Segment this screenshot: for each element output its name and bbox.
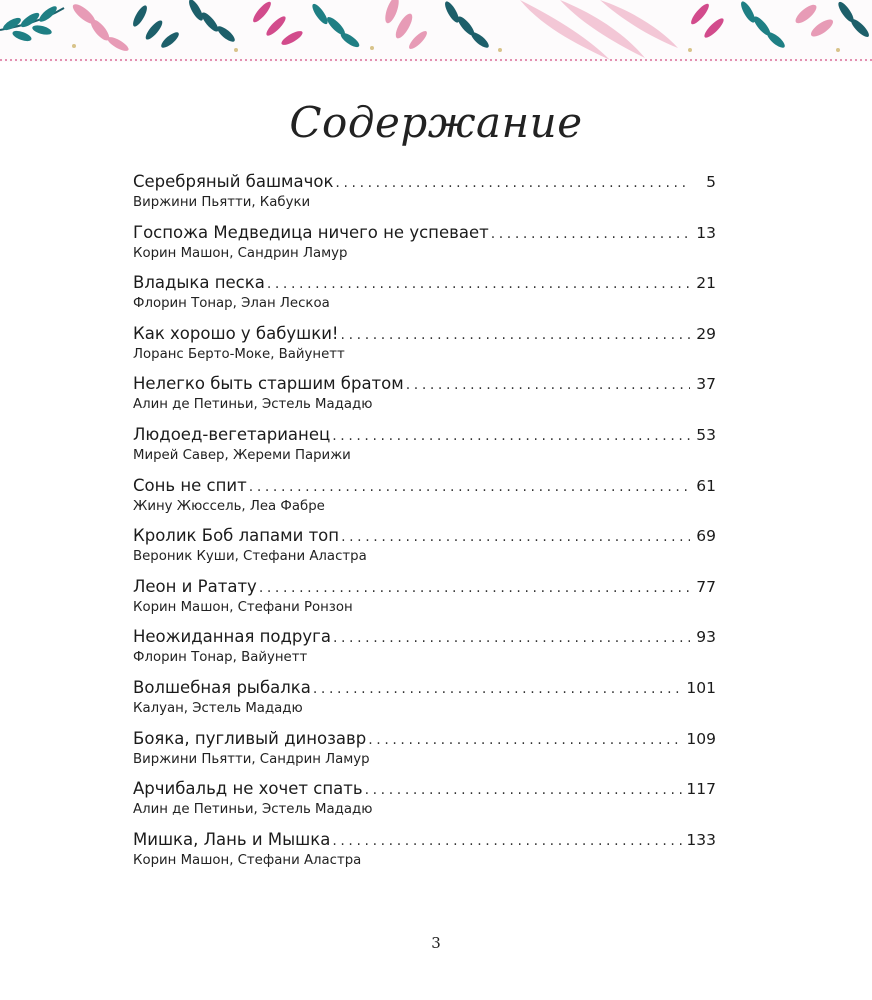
toc-entry[interactable] xyxy=(133,828,716,879)
story-authors: Калуан, Эстель Мададю xyxy=(133,700,303,716)
toc-entry-line xyxy=(133,575,716,599)
dot-leader xyxy=(491,222,690,246)
story-page-number: 29 xyxy=(696,324,716,343)
dot-leader xyxy=(333,626,690,650)
toc-entry-line xyxy=(133,625,716,649)
story-authors: Корин Машон, Сандрин Ламур xyxy=(133,245,348,261)
page-number: 3 xyxy=(431,934,441,952)
dot-leader xyxy=(341,323,690,347)
story-authors: Вероник Куши, Стефани Аластра xyxy=(133,549,367,565)
page-title: Содержание xyxy=(289,98,583,147)
toc-entry-line xyxy=(133,322,716,346)
toc-entry-line xyxy=(133,777,716,801)
toc-entry[interactable] xyxy=(133,625,716,676)
dot-leader xyxy=(335,171,690,195)
story-page-number: 109 xyxy=(686,729,716,748)
story-authors: Лоранс Берто-Моке, Вайунетт xyxy=(133,346,345,362)
toc-entry-line xyxy=(133,372,716,396)
toc-entry[interactable] xyxy=(133,271,716,322)
story-authors: Корин Машон, Стефани Аластра xyxy=(133,852,362,868)
story-title: Людоед-вегетарианец xyxy=(133,424,331,444)
toc-entry[interactable] xyxy=(133,524,716,575)
story-title: Неожиданная подруга xyxy=(133,627,331,647)
toc-entry-line xyxy=(133,474,716,498)
toc-entry-line xyxy=(133,170,716,194)
dot-leader xyxy=(332,424,690,448)
toc-entry[interactable] xyxy=(133,575,716,626)
dot-leader xyxy=(267,272,690,296)
toc-entry-line xyxy=(133,271,716,295)
dot-leader xyxy=(406,373,690,397)
toc-entry[interactable] xyxy=(133,727,716,778)
story-page-number: 37 xyxy=(696,375,716,394)
dot-leader xyxy=(365,778,683,802)
toc-entry[interactable] xyxy=(133,777,716,828)
dot-leader xyxy=(249,475,690,499)
story-title: Сонь не спит xyxy=(133,475,247,495)
story-title: Леон и Ратату xyxy=(133,576,257,596)
dot-leader xyxy=(368,728,682,752)
story-page-number: 133 xyxy=(686,830,716,849)
story-page-number: 93 xyxy=(696,628,716,647)
dot-leader xyxy=(332,829,682,853)
story-authors: Жину Жюссель, Леа Фабре xyxy=(133,498,325,514)
story-authors: Алин де Петиньи, Эстель Мададю xyxy=(133,802,373,818)
toc-entry[interactable] xyxy=(133,676,716,727)
story-title: Волшебная рыбалка xyxy=(133,677,311,697)
story-authors: Мирей Савер, Жереми Парижи xyxy=(133,447,351,463)
story-title: Как хорошо у бабушки! xyxy=(133,323,339,343)
story-page-number: 53 xyxy=(696,425,716,444)
story-title: Мишка, Лань и Мышка xyxy=(133,829,331,849)
story-page-number: 117 xyxy=(686,780,716,799)
toc-entry[interactable] xyxy=(133,423,716,474)
dot-leader xyxy=(313,677,683,701)
toc-entry-line xyxy=(133,727,716,751)
story-title: Владыка песка xyxy=(133,273,265,293)
story-title: Арчибальд не хочет спать xyxy=(133,779,363,799)
dot-leader xyxy=(259,576,690,600)
story-authors: Флорин Тонар, Вайунетт xyxy=(133,650,308,666)
story-page-number: 77 xyxy=(696,577,716,596)
toc-entry-line xyxy=(133,676,716,700)
story-page-number: 5 xyxy=(706,173,716,191)
story-title: Нелегко быть старшим братом xyxy=(133,374,404,394)
toc-entry-line xyxy=(133,524,716,548)
story-authors: Корин Машон, Стефани Ронзон xyxy=(133,599,353,615)
story-page-number: 101 xyxy=(686,678,716,697)
story-page-number: 21 xyxy=(696,274,716,293)
story-page-number: 13 xyxy=(696,223,716,242)
story-title: Серебряный башмачок xyxy=(133,172,334,191)
toc-entry[interactable] xyxy=(133,372,716,423)
toc-entry[interactable] xyxy=(133,322,716,373)
floral-banner-illustration xyxy=(0,0,872,62)
toc-entry[interactable] xyxy=(133,170,716,221)
toc-entry-line xyxy=(133,828,716,852)
toc-entry-line xyxy=(133,221,716,245)
story-title: Кролик Боб лапами топ xyxy=(133,526,340,546)
story-authors: Флорин Тонар, Элан Лескоа xyxy=(133,296,330,312)
table-of-contents xyxy=(133,170,716,878)
story-title: Госпожа Медведица ничего не успевает xyxy=(133,222,489,242)
toc-entry-line xyxy=(133,423,716,447)
story-authors: Виржини Пьятти, Кабуки xyxy=(133,195,311,210)
story-page-number: 69 xyxy=(696,527,716,546)
story-authors: Алин де Петиньи, Эстель Мададю xyxy=(133,397,373,413)
toc-entry[interactable] xyxy=(133,474,716,525)
story-title: Бояка, пугливый динозавр xyxy=(133,728,367,748)
toc-entry[interactable] xyxy=(133,221,716,272)
story-page-number: 61 xyxy=(696,476,716,495)
story-authors: Виржини Пьятти, Сандрин Ламур xyxy=(133,751,370,767)
dot-leader xyxy=(341,525,690,549)
